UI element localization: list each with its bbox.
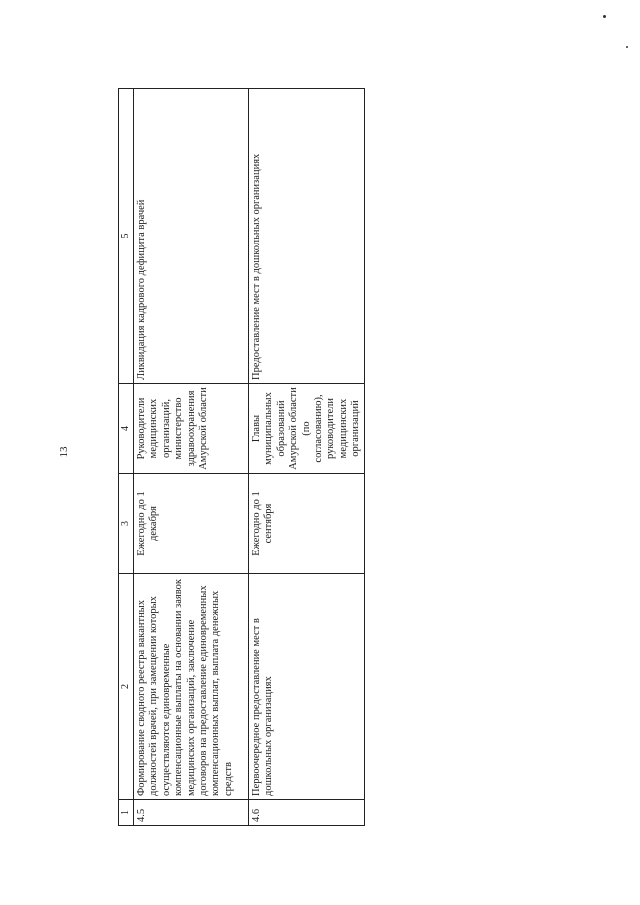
header-row [119,89,134,826]
scan-speck [626,46,628,48]
row-number: 4.6 [249,800,365,826]
responsible-cell: Руководители медицинских организаций, министерство здравоохранения Амурской области [134,384,249,474]
deadline-cell: Ежегодно до 1 декабря [134,474,249,574]
row-number: 4.5 [134,800,249,826]
measures-table [118,88,365,826]
table-frame [118,88,364,826]
header-cell-5: 5 [119,89,134,384]
table-row [249,89,365,826]
rotated-table-container [118,88,364,826]
header-cell-2: 2 [119,574,134,800]
result-cell: Ликвидация кадрового дефицита врачей [134,89,249,384]
scan-speck [603,15,606,18]
measure-cell: Формирование сводного реестра вакантных должностей врачей, при замещении которых осуществляются единовременные компенсационные выплаты на основании заявок медицинских организаций, заключение договоров на предоставление единовременных компенсационных выплат, выплата денежных средств [134,574,249,800]
responsible-cell: Главы муниципальных образований Амурской области (по согласованию), руководители медицинских организаций [249,384,365,474]
result-cell: Предоставление мест в дошкольных организациях [249,89,365,384]
header-cell-1: 1 [119,800,134,826]
table-row [134,89,249,826]
header-cell-4: 4 [119,384,134,474]
measure-cell: Первоочередное предоставление мест в дошкольных организациях [249,574,365,800]
page-number: 13 [58,446,70,458]
header-cell-3: 3 [119,474,134,574]
deadline-cell: Ежегодно до 1 сентября [249,474,365,574]
